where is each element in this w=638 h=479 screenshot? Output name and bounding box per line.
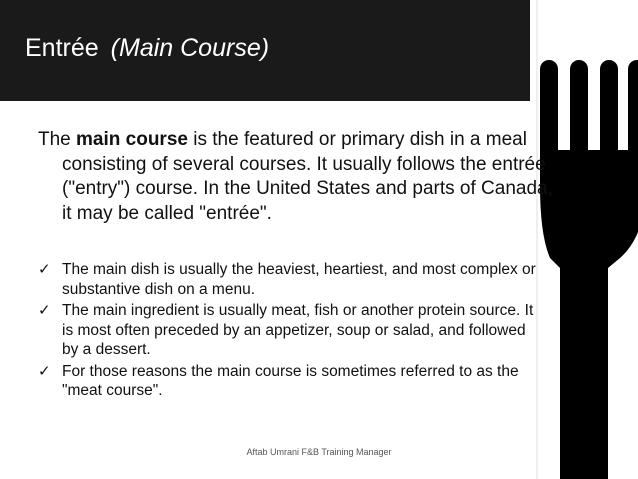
checkmark-icon: ✓	[38, 301, 51, 319]
checkmark-icon: ✓	[38, 361, 51, 380]
checkmark-icon: ✓	[38, 260, 51, 278]
intro-rest: is the featured or primary dish in a meal consisting of several courses. It usually follows the entrée ("entry") course. In the United States and parts of Canada, it may be called "entrée".	[62, 129, 553, 224]
bullet-text: The main ingredient is usually meat, fish or another protein source. It is most often preceded by an appetizer, soup or salad, and followed by a dessert.	[62, 302, 534, 358]
intro-paragraph	[38, 128, 562, 226]
intro-lead: The	[38, 129, 77, 150]
title-subtitle: (Main Course)	[110, 34, 270, 62]
title-main: Entrée	[25, 34, 99, 62]
footer-credit: Aftab Umrani F&B Training Manager	[246, 447, 392, 457]
bullet-text: For those reasons the main course is sometimes referred to as the "meat course".	[62, 362, 519, 399]
title-bar	[0, 0, 535, 101]
bullet-text: The main dish is usually the heaviest, heartiest, and most complex or substantive dish on a menu.	[62, 261, 536, 298]
slide-title	[25, 34, 269, 63]
fork-icon	[530, 0, 638, 479]
list-item	[38, 301, 540, 360]
list-item	[38, 362, 540, 401]
bullet-list	[38, 260, 540, 403]
list-item	[38, 260, 540, 299]
intro-bold-term: main course	[76, 129, 188, 150]
